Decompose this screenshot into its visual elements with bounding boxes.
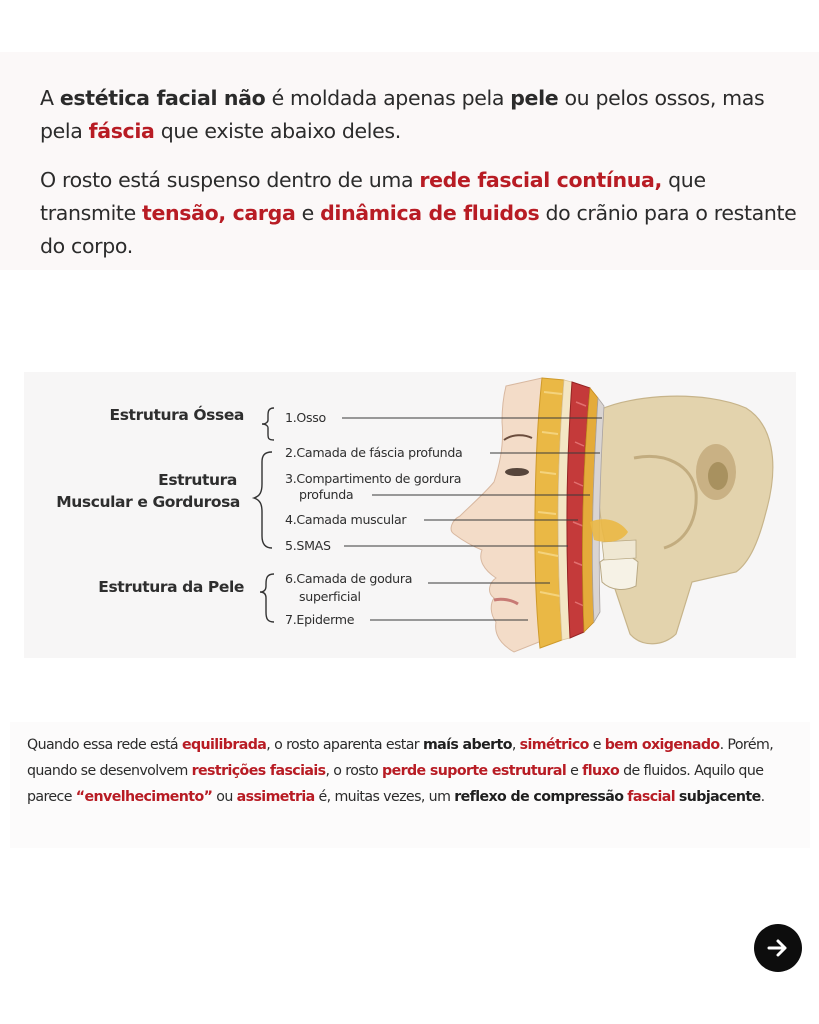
next-button[interactable] — [754, 924, 802, 972]
eye-illustration — [505, 468, 529, 476]
intro-text: O rosto está suspenso dentro de uma — [40, 168, 420, 192]
brace-muscle — [254, 452, 272, 548]
summary-highlight: bem oxigenado — [604, 737, 720, 753]
brace-skin — [260, 574, 274, 622]
intro-highlight: fáscia — [88, 119, 155, 143]
arrow-right-icon — [766, 936, 790, 960]
intro-bold-text: estética facial não — [59, 86, 266, 110]
summary-highlight: equilibrada — [181, 737, 267, 753]
intro-text: A — [40, 86, 60, 110]
intro-highlight: dinâmica de fluidos — [320, 201, 540, 225]
intro-highlight: rede fascial contínua, — [419, 168, 662, 192]
summary-paragraph — [27, 732, 810, 810]
summary-highlight: assimetria — [236, 789, 315, 805]
intro-text: é moldada apenas pela — [265, 86, 511, 110]
intro-paragraph-2 — [40, 164, 800, 263]
summary-bold: reflexo de compressão — [454, 789, 624, 805]
layer-label-muscle: 4.Camada muscular — [285, 512, 407, 527]
layer-label-superficial-fat-cont: superficial — [299, 589, 361, 604]
intro-text: que transmite — [40, 168, 706, 225]
summary-text: é, muitas vezes, um — [314, 789, 455, 805]
summary-text: , — [511, 737, 520, 753]
intro-paragraph-1 — [40, 82, 800, 148]
summary-bold: maís aberto — [422, 737, 512, 753]
group-label-bone: Estrutura Óssea — [109, 406, 244, 424]
group-label-muscle-line-2: Muscular e Gordurosa — [56, 493, 240, 511]
layer-label-deep-fascia: 2.Camada de fáscia profunda — [285, 445, 463, 460]
group-label-skin: Estrutura da Pele — [98, 578, 244, 596]
skull-illustration — [594, 396, 772, 644]
layer-label-smas: 5.SMAS — [285, 538, 331, 553]
group-label-muscle-line-1: Estrutura — [158, 471, 237, 489]
summary-highlight: restrições fasciais — [191, 763, 326, 779]
intro-bold-text: pele — [510, 86, 559, 110]
summary-highlight: simétrico — [519, 737, 589, 753]
summary-text: e — [566, 763, 583, 779]
summary-text: de fluidos. Aquilo que parece — [27, 763, 764, 805]
summary-text: . — [760, 789, 765, 805]
summary-highlight: perde suporte estrutural — [382, 763, 567, 779]
intro-panel — [0, 52, 819, 270]
summary-highlight: fluxo — [582, 763, 620, 779]
summary-panel — [10, 722, 810, 848]
face-layers-diagram — [24, 372, 796, 658]
summary-text: Quando essa rede está — [27, 737, 182, 753]
intro-text: que existe abaixo deles. — [154, 119, 401, 143]
intro-text: e — [295, 201, 321, 225]
skin-layer-illustration — [451, 378, 544, 652]
intro-text: ou pelos ossos, mas pela — [40, 86, 765, 143]
summary-text: ou — [212, 789, 237, 805]
summary-text: , o rosto aparenta estar — [266, 737, 423, 753]
summary-bold: subjacente — [678, 789, 761, 805]
intro-highlight: tensão, carga — [142, 201, 296, 225]
summary-text: . Porém, quando se desenvolvem — [27, 737, 774, 779]
summary-text: e — [588, 737, 605, 753]
layer-label-bone: 1.Osso — [285, 410, 326, 425]
layer-label-superficial-fat: 6.Camada de godura — [285, 571, 413, 586]
layer-label-deep-fat-cont: profunda — [299, 487, 354, 502]
intro-text: do crãnio para o restante do corpo. — [40, 201, 797, 258]
layer-label-deep-fat: 3.Compartimento de gordura — [285, 471, 462, 486]
summary-highlight: fascial — [627, 789, 675, 805]
brace-bone — [262, 408, 274, 440]
summary-text: , o rosto — [325, 763, 383, 779]
summary-highlight: “envelhecimento” — [75, 789, 213, 805]
layer-label-epidermis: 7.Epiderme — [285, 612, 355, 627]
anatomy-illustration — [24, 372, 796, 658]
